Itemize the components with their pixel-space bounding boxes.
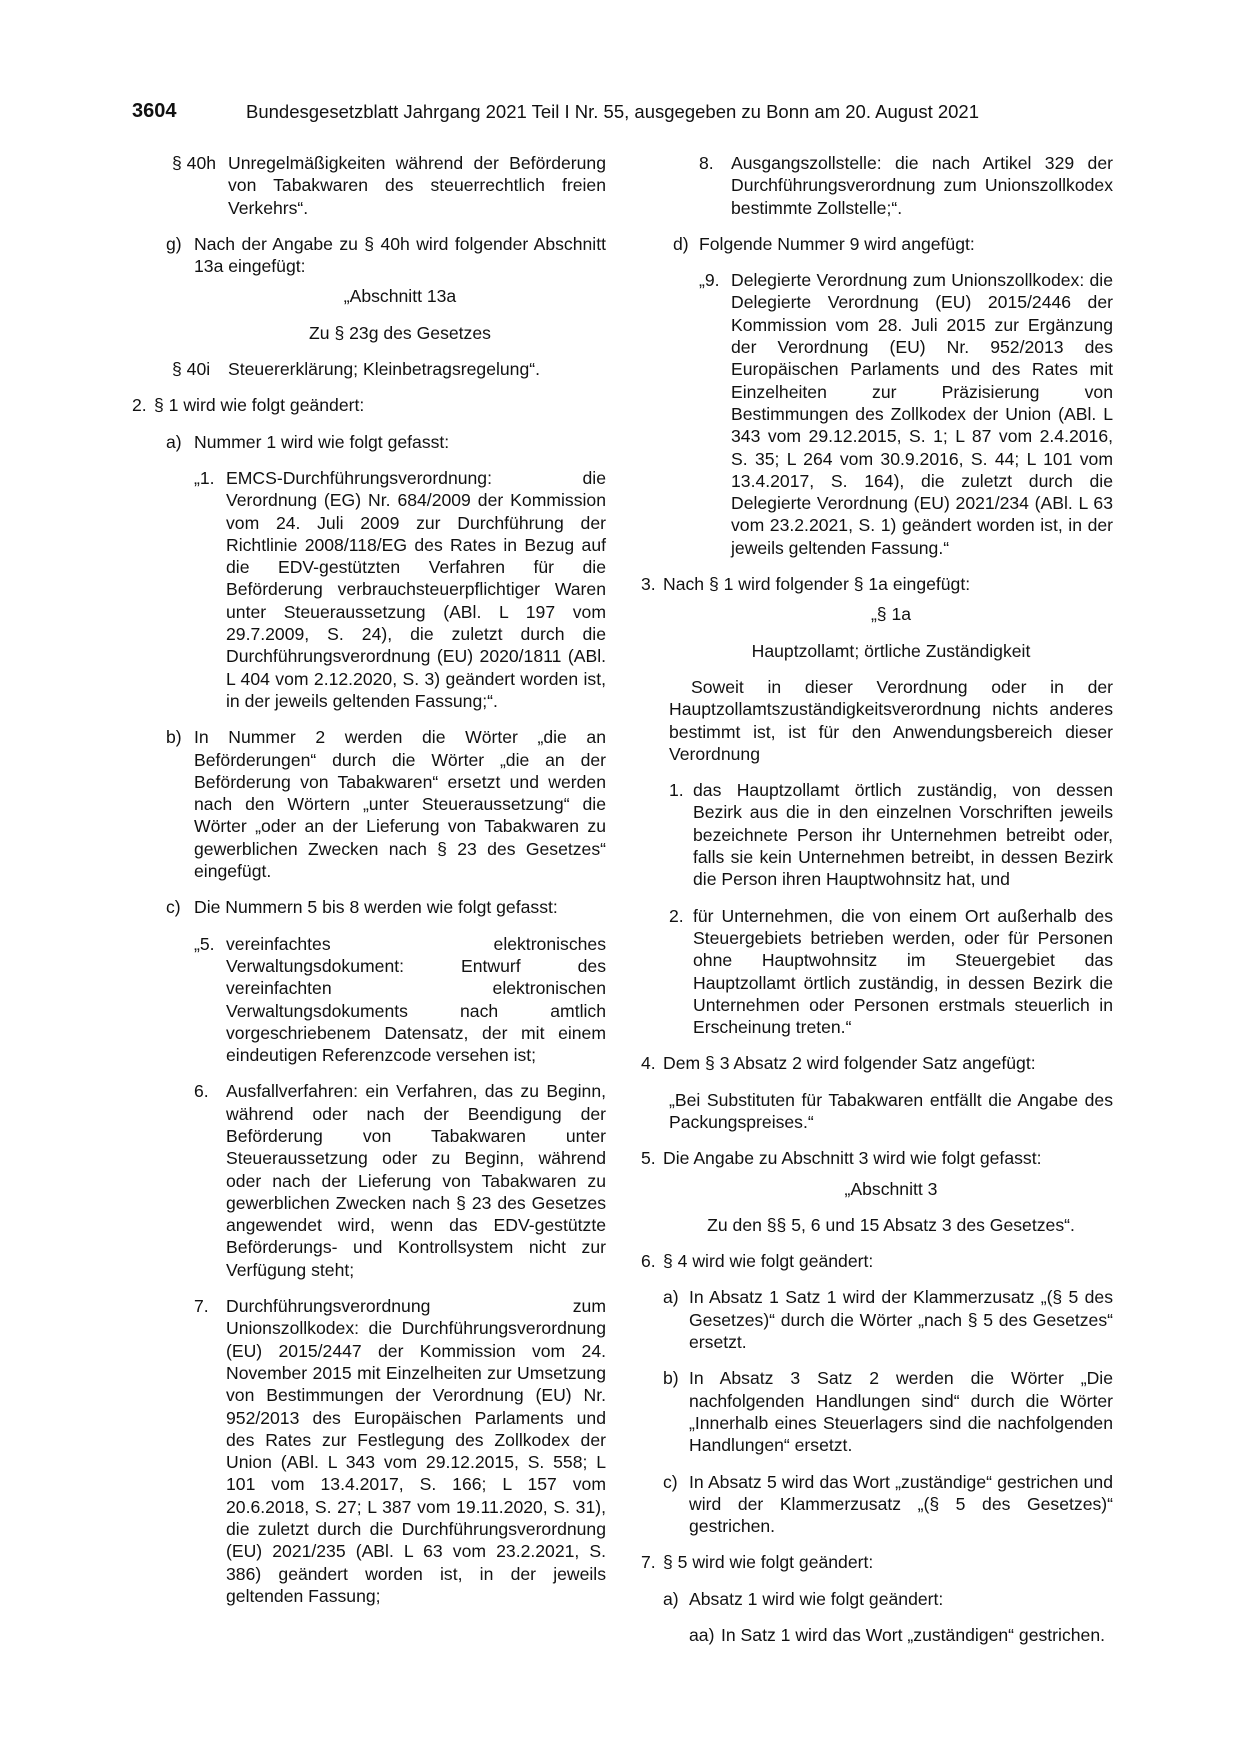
item-text: Ausgangszollstelle: die nach Artikel 329 der Durchführungsverordnung zum Unionszollkodex bestimmte Zollstelle;“. [731, 153, 1113, 218]
item-text: EMCS-Durchführungsverordnung: die Verordnung (EG) Nr. 684/2009 der Kommission vom 24. Juli 2009 zur Durchführung der Richtlinie 2008/118/EG des Rates in Bezug auf die EDV-gestützten Verfahren für die Beförderung verbrauchsteuerpflichtiger Waren unter Steueraussetzung (ABl. L 197 vom 29.7.2009, S. 24), die zuletzt durch die Durchführungsverordnung (EU) 2020/1811 (ABl. L 404 vom 2.12.2020, S. 3) geändert worden ist, in der jeweils geltenden Fassung;“. [226, 467, 606, 711]
right-column [641, 152, 1113, 1660]
item-label: 4. [641, 1053, 656, 1074]
section-heading: „Abschnitt 3 [844, 1178, 938, 1199]
item-text: das Hauptzollamt örtlich zuständig, von dessen Bezirk aus die in den einzelnen Vorschriften jeweils bezeichnete Person ihr Unternehmen betreibt oder, falls sie kein Unternehmen betreibt, in dessen Bezirk die Person ihren Hauptwohnsitz hat, und [693, 780, 1113, 890]
item-text: Durchführungsverordnung zum Unionszollkodex: die Durchführungsverordnung (EU) 2015/2447 der Kommission vom 24. November 2015 mit Einzelheiten zur Umsetzung von Bestimmungen der Verordnung (EU) Nr. 952/2013 des Europäischen Parlaments und des Rates zur Festlegung des Zollkodex der Union (ABl. L 343 vom 29.12.2015, S. 558; L 101 vom 13.4.2017, S. 166; L 157 vom 20.6.2018, S. 27; L 387 vom 19.11.2020, S. 31), die zuletzt durch die Durchführungsverordnung (EU) 2021/235 (ABl. L 63 vom 23.2.2021, S. 386) geändert worden ist, in der jeweils geltenden Fassung; [226, 1296, 606, 1606]
item-text: Nummer 1 wird wie folgt gefasst: [194, 431, 450, 452]
item-2a-1 [194, 467, 606, 712]
item-6a [663, 1286, 1113, 1353]
section-heading: „§ 1a [870, 604, 912, 625]
item-label: b) [166, 727, 182, 748]
item-label: 5. [641, 1148, 656, 1169]
item-2c-6 [194, 1080, 606, 1281]
item-6b [663, 1367, 1113, 1456]
item-text: Folgende Nummer 9 wird angefügt: [699, 233, 975, 254]
quoted-sentence: „Bei Substituten für Tabakwaren entfällt die Angabe des Packungspreises.“ [669, 1089, 1113, 1132]
item-label: d) [673, 233, 689, 254]
item-g [166, 233, 606, 278]
left-column [132, 152, 606, 1621]
entry-s40h [172, 152, 606, 219]
item-label: 8. [699, 153, 714, 173]
item-2 [132, 394, 606, 416]
item-text: Die Nummern 5 bis 8 werden wie folgt gefasst: [194, 897, 558, 918]
page-header [132, 100, 1112, 130]
item-label: aa) [689, 1625, 715, 1646]
item-text: Delegierte Verordnung zum Unionszollkodex: die Delegierte Verordnung (EU) 2015/2446 der Kommission vom 28. Juli 2015 zur Ergänzung der Verordnung (EU) Nr. 952/2013 des Europäischen Parlaments und des Rates mit Einzelheiten zur Präzisierung von Bestimmungen des Zollkodex der Union (ABl. L 343 vom 29.12.2015, S. 1; L 87 vom 2.4.2016, S. 35; L 264 vom 30.9.2016, S. 44; L 101 vom 13.4.2017, S. 164), die zuletzt durch die Delegierte Verordnung (EU) 2021/234 (ABl. L 63 vom 23.2.2021, S. 1) geändert worden ist, in der jeweils geltenden Fassung.“ [731, 270, 1113, 558]
item-2d-9 [699, 269, 1113, 559]
item-label: g) [166, 233, 182, 254]
item-7a-aa [689, 1624, 1113, 1646]
section-subheading: Zu § 23g des Gesetzes [309, 322, 491, 343]
entry-text: Unregelmäßigkeiten während der Beförderung von Tabakwaren des steuerrechtlich freien Verkehrs“. [228, 153, 606, 218]
item-label: a) [663, 1588, 679, 1609]
item-label: a) [663, 1287, 679, 1308]
item-label: 1. [669, 780, 684, 801]
item-label: 6. [641, 1251, 656, 1272]
item-label: 7. [194, 1296, 209, 1317]
item-6 [641, 1250, 1113, 1272]
item-3-1 [669, 779, 1113, 890]
item-text: Dem § 3 Absatz 2 wird folgender Satz angefügt: [663, 1053, 1036, 1074]
item-3-2 [669, 905, 1113, 1039]
item-text: für Unternehmen, die von einem Ort außerhalb des Steuergebiets betrieben werden, oder für Personen ohne Hauptwohnsitz im Steuergebiet das Hauptzollamt örtlich zuständig, in dessen Bezirk die Unternehmen oder Personen erstmals steuerlich in Erscheinung treten.“ [693, 905, 1113, 1038]
item-label: 2. [132, 395, 147, 416]
item-text: In Absatz 5 wird das Wort „zuständige“ gestrichen und wird der Klammerzusatz „(§ 5 des Gesetzes)“ gestrichen. [689, 1471, 1113, 1537]
item-4 [641, 1052, 1113, 1074]
entry-label: § 40h [172, 153, 217, 173]
item-text: § 4 wird wie folgt geändert: [663, 1251, 874, 1272]
item-label: c) [166, 897, 181, 918]
item-text: In Nummer 2 werden die Wörter „die an Beförderungen“ durch die Wörter „die an der Beförderung von Tabakwaren“ ersetzt und werden nach den Wörtern „unter Steueraussetzung“ die Wörter „oder an der Lieferung von Tabakwaren zu gewerblichen Zwecken nach § 23 des Gesetzes“ eingefügt. [194, 727, 606, 882]
item-label: „9. [699, 270, 720, 291]
item-5 [641, 1147, 1113, 1169]
body-paragraph: Soweit in dieser Verordnung oder in der Hauptzollamtszuständigkeitsverordnung nichts anderes bestimmt ist, ist für den Anwendungsbereich dieser Verordnung [669, 676, 1113, 764]
item-text: Nach § 1 wird folgender § 1a eingefügt: [663, 574, 971, 595]
entry-s40i [172, 358, 606, 380]
item-label: 3. [641, 574, 656, 595]
item-label: „5. [194, 933, 215, 954]
item-2c-8 [699, 152, 1113, 219]
item-6c [663, 1471, 1113, 1538]
item-text: § 1 wird wie folgt geändert: [154, 395, 365, 416]
item-text: In Satz 1 wird das Wort „zuständigen“ gestrichen. [721, 1625, 1105, 1646]
item-label: „1. [194, 467, 215, 488]
item-text: Die Angabe zu Abschnitt 3 wird wie folgt gefasst: [663, 1148, 1042, 1169]
item-2c-7 [194, 1295, 606, 1607]
item-2b [166, 726, 606, 882]
page-number: 3604 [132, 100, 177, 122]
section-subheading: Zu den §§ 5, 6 und 15 Absatz 3 des Gesetzes“. [707, 1214, 1075, 1235]
item-text: In Absatz 3 Satz 2 werden die Wörter „Die nachfolgenden Handlungen sind“ durch die Wörter „Innerhalb eines Steuerlagers sind die nachfolgenden Handlungen“ ersetzt. [689, 1368, 1113, 1456]
item-3 [641, 573, 1113, 595]
item-text: In Absatz 1 Satz 1 wird der Klammerzusatz „(§ 5 des Gesetzes)“ durch die Wörter „nach § 5 des Gesetzes“ ersetzt. [689, 1287, 1113, 1353]
item-label: a) [166, 431, 182, 452]
item-text: vereinfachtes elektronisches Verwaltungsdokument: Entwurf des vereinfachten elektronischen Verwaltungsdokuments nach amtlich vorgeschriebenem Datensatz, der mit einem eindeutigen Referenzcode versehen ist; [226, 933, 606, 1066]
item-label: b) [663, 1368, 679, 1389]
item-2c-5 [194, 933, 606, 1067]
item-2d [673, 233, 1113, 255]
item-label: 7. [641, 1552, 656, 1573]
item-text: Absatz 1 wird wie folgt geändert: [689, 1588, 944, 1609]
item-label: 2. [669, 905, 684, 926]
item-label: 6. [194, 1081, 209, 1102]
item-text: Nach der Angabe zu § 40h wird folgender Abschnitt 13a eingefügt: [194, 233, 606, 277]
entry-label: § 40i [172, 359, 211, 380]
section-subheading: Hauptzollamt; örtliche Zuständigkeit [751, 640, 1031, 661]
section-heading: „Abschnitt 13a [343, 286, 457, 307]
item-label: c) [663, 1471, 678, 1492]
item-text: § 5 wird wie folgt geändert: [663, 1552, 874, 1573]
item-text: Ausfallverfahren: ein Verfahren, das zu Beginn, während oder nach der Beendigung der Beförderung von Tabakwaren unter Steueraussetzung oder zu Beginn, während oder nach der Lieferung von Tabakwaren zu gewerblichen Zwecken nach § 23 des Gesetzes angewendet wird, wenn das EDV-gestützte Beförderungs- und Kontrollsystem nicht zur Verfügung steht; [226, 1081, 606, 1280]
running-head: Bundesgesetzblatt Jahrgang 2021 Teil I Nr. 55, ausgegeben zu Bonn am 20. August 2021 [246, 101, 979, 122]
item-2c [166, 896, 606, 918]
item-2a [166, 431, 606, 453]
item-7a [663, 1588, 1113, 1610]
entry-text: Steuererklärung; Kleinbetragsregelung“. [228, 359, 540, 380]
item-7 [641, 1551, 1113, 1573]
